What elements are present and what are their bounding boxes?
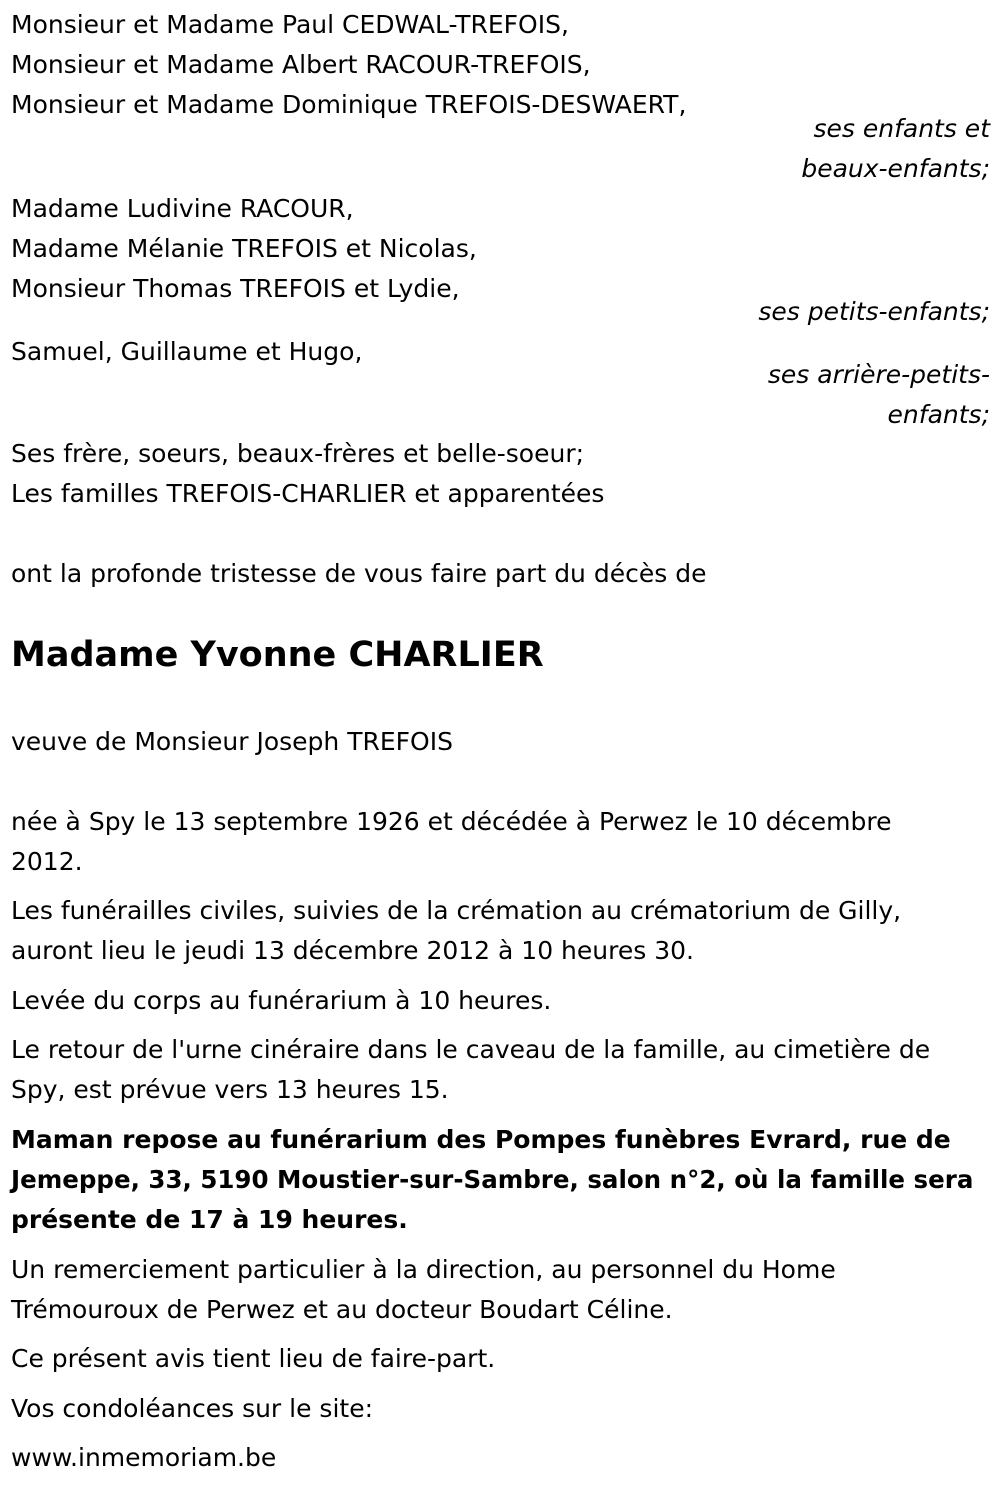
funeral-line: Les funérailles civiles, suivies de la crémation au crématorium de Gilly,: [11, 896, 902, 925]
family-line: Monsieur et Madame Dominique TREFOIS-DESWAERT,: [11, 90, 687, 119]
family-line: Monsieur et Madame Paul CEDWAL-TREFOIS,: [11, 10, 569, 39]
relation-label: enfants;: [887, 400, 990, 429]
relation-label: ses enfants et: [813, 114, 990, 143]
urn-line: Le retour de l'urne cinéraire dans le caveau de la famille, au cimetière de: [11, 1035, 931, 1064]
relation-label: ses petits-enfants;: [758, 297, 990, 326]
relation-label: beaux-enfants;: [801, 154, 990, 183]
funeral-line: auront lieu le jeudi 13 décembre 2012 à 10 heures 30.: [11, 936, 694, 965]
website-link[interactable]: www.inmemoriam.be: [11, 1443, 277, 1472]
thanks-line: Un remerciement particulier à la direction, au personnel du Home: [11, 1255, 836, 1284]
announcement: ont la profonde tristesse de vous faire part du décès de: [11, 559, 707, 588]
widow-of: veuve de Monsieur Joseph TREFOIS: [11, 727, 453, 756]
birth-death-line: 2012.: [11, 847, 83, 876]
family-line: Ses frère, soeurs, beaux-frères et belle-soeur;: [11, 439, 585, 468]
family-line: Les familles TREFOIS-CHARLIER et apparentées: [11, 479, 605, 508]
thanks-line: Trémouroux de Perwez et au docteur Boudart Céline.: [11, 1295, 673, 1324]
rest-line: Maman repose au funérarium des Pompes funèbres Evrard, rue de: [11, 1125, 951, 1154]
birth-death-line: née à Spy le 13 septembre 1926 et décédée à Perwez le 10 décembre: [11, 807, 892, 836]
deceased-name: Madame Yvonne CHARLIER: [11, 635, 544, 675]
urn-line: Spy, est prévue vers 13 heures 15.: [11, 1075, 449, 1104]
notice-line: Ce présent avis tient lieu de faire-part.: [11, 1344, 496, 1373]
family-line: Madame Ludivine RACOUR,: [11, 194, 354, 223]
rest-line: Jemeppe, 33, 5190 Moustier-sur-Sambre, salon n°2, où la famille sera: [11, 1165, 974, 1194]
family-line: Samuel, Guillaume et Hugo,: [11, 337, 363, 366]
family-line: Monsieur Thomas TREFOIS et Lydie,: [11, 274, 460, 303]
family-line: Madame Mélanie TREFOIS et Nicolas,: [11, 234, 477, 263]
condolences-line: Vos condoléances sur le site:: [11, 1394, 374, 1423]
rest-line: présente de 17 à 19 heures.: [11, 1205, 408, 1234]
relation-label: ses arrière-petits-: [767, 360, 990, 389]
levee-line: Levée du corps au funérarium à 10 heures.: [11, 986, 552, 1015]
family-line: Monsieur et Madame Albert RACOUR-TREFOIS,: [11, 50, 591, 79]
